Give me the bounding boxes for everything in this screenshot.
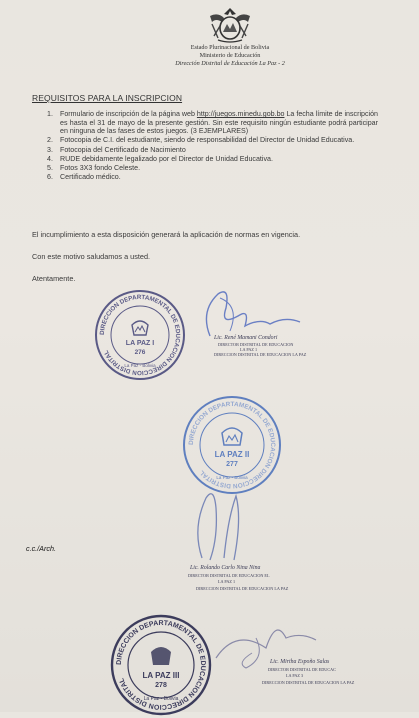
signer-3-office: DIRECCION DISTRITAL DE EDUCACION LA PAZ [262, 680, 355, 685]
carbon-copy-note: c.c./Arch. [26, 544, 56, 553]
stamp-ring-text: DIRECCION DEPARTAMENTAL DE EDUCACION DIRECCION DISTRITAL [98, 293, 182, 377]
requirement-item [47, 154, 378, 164]
greeting-text: Con este motivo saludamos a usted. [32, 252, 151, 261]
item-text: RUDE debidamente legalizado por el Director de Unidad Educativa. [60, 154, 273, 163]
bolivia-coat-of-arms-icon [204, 6, 256, 44]
stamp-city: La Paz - Bolivia [143, 696, 179, 702]
stamp-number: 278 [155, 682, 167, 689]
signer-2-district: LA PAZ 1 [218, 579, 236, 584]
item-number: 5. [47, 163, 53, 172]
requirements-list [47, 110, 378, 182]
requirement-item [47, 145, 378, 155]
requirement-item [47, 110, 378, 136]
notice-text: El incumplimiento a esta disposición generará la aplicación de normas en vigencia. [32, 230, 301, 239]
header-district: Dirección Distrital de Educación La Paz - 2 [175, 60, 285, 67]
signer-2-name: Lic. Rolando Carlo Nina Nina [190, 565, 261, 571]
official-stamp-la-paz-3 [108, 612, 214, 718]
header-ministry: Ministerio de Educación [199, 52, 261, 59]
header-country: Estado Plurinacional de Bolivia [190, 44, 270, 51]
official-stamp-la-paz-1 [92, 287, 188, 383]
stamp-city: La Paz - Bolivia [124, 363, 156, 368]
stamp-label: LA PAZ III [142, 671, 180, 680]
stamp-label: LA PAZ I [125, 340, 155, 347]
registration-link[interactable]: http://juegos.minedu.gob.bo [196, 110, 285, 118]
item-number: 4. [47, 154, 53, 163]
signer-1-name: Lic. René Mamani Condori [214, 335, 278, 341]
letterhead [150, 6, 310, 68]
item-number: 1. [47, 110, 53, 118]
stamp-ring-text: DIRECCION DEPARTAMENTAL DE EDUCACION DIRECCION DISTRITAL [115, 619, 207, 711]
document-title: REQUISITOS PARA LA INSCRIPCION [32, 93, 183, 103]
stamp-number: 276 [134, 349, 146, 356]
requirement-item [47, 173, 378, 182]
item-number: 3. [47, 145, 53, 154]
item-text: Fotocopia del Certificado de Nacimiento [60, 145, 186, 154]
item-text: Fotocopia de C.I. del estudiante, siendo de responsabilidad del Director de Unidad Educativa. [60, 136, 355, 145]
closing-text: Atentamente. [32, 274, 76, 283]
item-text: La fecha límite de inscripción es hasta el 31 de mayo de la presente gestión. Sin este requisito ningún estudiante podrá participar en ninguna de las fases de estos juegos. (3 EJEMPLARES) [60, 110, 378, 136]
item-text: Fotos 3X3 fondo Celeste. [60, 163, 141, 172]
item-text: Formulario de inscripción de la página web [60, 110, 197, 118]
signer-3-name: Lic. Mirtha Espoño Salas [270, 659, 330, 665]
signer-3-district: LA PAZ 3 [286, 673, 304, 678]
stamp-ring-text: DIRECCION DEPARTAMENTAL DE EDUCACION DIRECCION DISTRITAL [187, 400, 277, 490]
signer-2-office: DIRECCION DISTRITAL DE EDUCACION LA PAZ [196, 586, 289, 591]
item-number: 6. [47, 173, 53, 182]
signer-1-title: DIRECTOR DISTRITAL DE EDUCACION [218, 342, 294, 347]
stamp-label: LA PAZ II [214, 450, 250, 459]
stamp-number: 277 [226, 461, 238, 468]
signer-3-title: DIRECTOR DISTRITAL DE EDUCAC [268, 667, 336, 672]
signer-1-office: DIRECCION DISTRITAL DE EDUCACION LA PAZ [214, 352, 307, 357]
signer-1-district: LA PAZ 1 [240, 347, 258, 352]
official-stamp-la-paz-2 [180, 393, 284, 497]
signature-2-scribble [184, 488, 274, 568]
signer-2-title: DIRECTOR DISTRITAL DE EDUCACION EL [188, 573, 270, 578]
stamp-city: La Paz - Bolivia [216, 475, 248, 480]
item-text: Certificado médico. [60, 173, 121, 182]
requirement-item [47, 136, 378, 145]
item-number: 2. [47, 136, 53, 145]
requirement-item [47, 163, 378, 173]
